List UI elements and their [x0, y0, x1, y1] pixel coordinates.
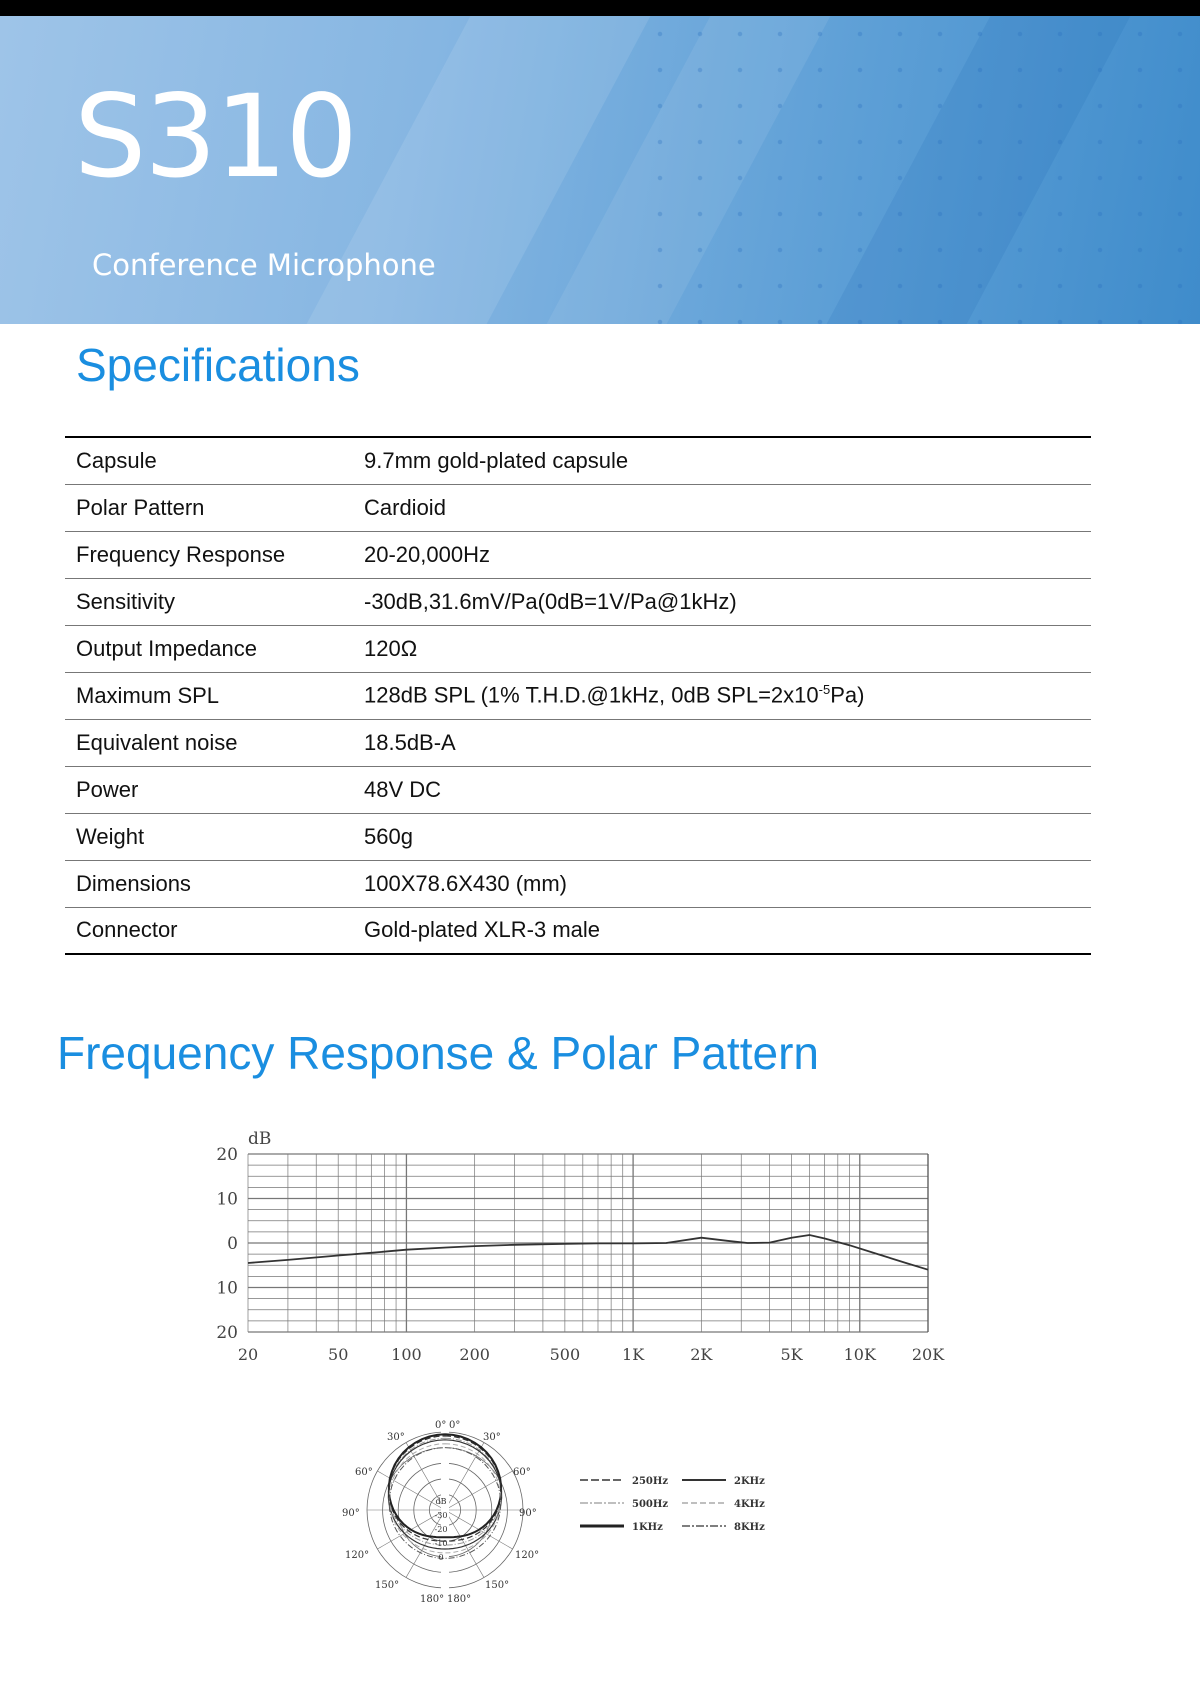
polar-ring-label: 0	[438, 1553, 444, 1562]
spec-row	[65, 672, 1091, 719]
legend-label: 250Hz	[632, 1476, 669, 1487]
spec-value: 560g	[364, 823, 413, 849]
spec-label: Connector	[76, 917, 178, 943]
spec-row	[65, 719, 1091, 766]
y-axis-label: dB	[248, 1129, 272, 1149]
spec-row	[65, 531, 1091, 578]
x-tick-label: 5K	[780, 1345, 803, 1364]
polar-angle-label: 90°	[342, 1508, 360, 1519]
model-name: S310	[74, 70, 356, 203]
spec-row	[65, 625, 1091, 672]
x-tick-label: 1K	[622, 1345, 645, 1364]
spec-value: 48V DC	[364, 776, 442, 802]
x-tick-label: 20K	[911, 1345, 945, 1364]
polar-angle-label: 30°	[387, 1432, 405, 1443]
spec-label: Weight	[76, 823, 145, 849]
polar-angle-label: 30°	[483, 1432, 501, 1443]
spec-label: Maximum SPL	[76, 682, 220, 708]
y-tick-label: 10	[216, 1189, 238, 1210]
polar-spoke	[445, 1442, 484, 1510]
frequency-response-chart	[200, 1120, 960, 1380]
x-tick-label: 100	[391, 1345, 422, 1364]
polar-pattern-chart	[330, 1420, 560, 1610]
spec-row	[65, 766, 1091, 813]
polar-ring-label: -20	[434, 1525, 448, 1534]
spec-row	[65, 813, 1091, 860]
spec-value	[364, 672, 1091, 719]
spec-value-unit: Pa)	[830, 682, 865, 708]
x-tick-label: 2K	[690, 1345, 713, 1364]
polar-angle-label: 120°	[345, 1550, 370, 1561]
response-heading: Frequency Response & Polar Pattern	[57, 1027, 819, 1079]
spec-value: Gold-plated XLR-3 male	[364, 917, 601, 943]
legend-label: 4KHz	[734, 1499, 765, 1510]
spec-row	[65, 907, 1091, 954]
spec-value: 18.5dB-A	[364, 729, 456, 755]
x-tick-label: 50	[328, 1345, 349, 1364]
y-tick-label: 0	[227, 1234, 238, 1254]
product-subtitle: Conference Microphone	[92, 248, 436, 282]
spec-value: 120Ω	[364, 635, 418, 661]
x-tick-label: 500	[549, 1345, 581, 1364]
polar-angle-label: 0°	[435, 1420, 447, 1431]
top-black-bar	[0, 0, 1200, 16]
polar-gap	[441, 1428, 449, 1592]
specifications-heading: Specifications	[76, 339, 360, 391]
spec-label: Frequency Response	[76, 541, 286, 567]
spec-label: Dimensions	[76, 870, 191, 896]
spec-value: -30dB,31.6mV/Pa(0dB=1V/Pa@1kHz)	[364, 588, 737, 614]
polar-angle-label: 60°	[355, 1467, 373, 1478]
spec-label: Sensitivity	[76, 588, 176, 614]
spec-row	[65, 860, 1091, 907]
x-tick-label: 20	[237, 1345, 259, 1364]
polar-angle-label: 120°	[515, 1550, 540, 1561]
legend-label: 1KHz	[632, 1522, 663, 1533]
spec-value-main: 128dB SPL (1% T.H.D.@1kHz, 0dB SPL=2x10	[364, 682, 819, 708]
polar-legend	[580, 1472, 780, 1542]
specifications-table	[65, 436, 1091, 955]
banner-dot-pattern	[640, 16, 1200, 324]
polar-ring-label: -10	[434, 1539, 448, 1548]
polar-angle-label: 150°	[485, 1580, 510, 1591]
polar-angle-label: 0°	[449, 1420, 461, 1431]
spec-value-exponent: -5	[818, 682, 831, 698]
spec-label: Output Impedance	[76, 635, 258, 661]
legend-label: 2KHz	[734, 1476, 765, 1487]
x-tick-label: 200	[459, 1345, 490, 1364]
x-tick-label: 10K	[843, 1345, 876, 1364]
response-curve	[248, 1235, 928, 1270]
spec-label: Capsule	[76, 447, 157, 473]
spec-value: 9.7mm gold-plated capsule	[364, 447, 629, 473]
y-tick-label: 20	[216, 1145, 238, 1165]
spec-value: Cardioid	[364, 494, 446, 520]
spec-label: Polar Pattern	[76, 494, 205, 520]
spec-label: Power	[76, 776, 139, 802]
spec-row	[65, 484, 1091, 531]
polar-angle-label: 150°	[375, 1580, 400, 1591]
header-banner	[0, 16, 1200, 324]
spec-value: 100X78.6X430 (mm)	[364, 870, 567, 896]
polar-spoke	[445, 1471, 513, 1510]
polar-angle-label: 180°	[420, 1594, 445, 1605]
polar-angle-label: 90°	[519, 1508, 537, 1519]
spec-row	[65, 578, 1091, 625]
polar-spoke	[445, 1510, 484, 1578]
y-tick-label: 10	[216, 1278, 238, 1299]
y-tick-label: 20	[216, 1323, 238, 1343]
spec-label: Equivalent noise	[76, 729, 238, 755]
polar-angle-label: 180°	[447, 1594, 472, 1605]
spec-value: 20-20,000Hz	[364, 541, 490, 567]
spec-row	[65, 437, 1091, 484]
polar-ring-label: -30	[434, 1511, 448, 1520]
legend-label: 500Hz	[632, 1499, 669, 1510]
polar-ring-label: dB	[435, 1497, 447, 1506]
polar-angle-label: 60°	[513, 1467, 531, 1478]
legend-label: 8KHz	[734, 1522, 765, 1533]
